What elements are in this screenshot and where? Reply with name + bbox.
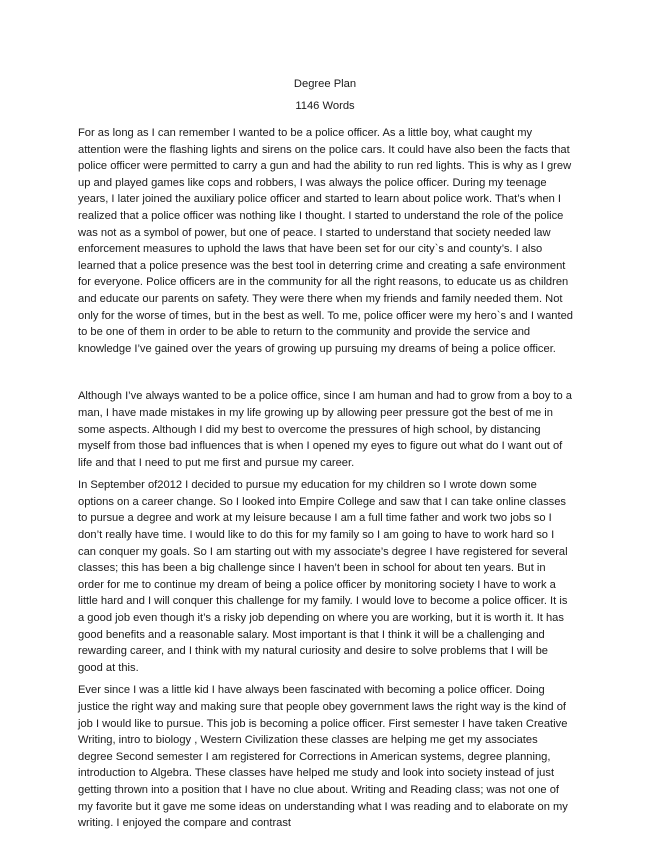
document-body xyxy=(78,125,574,832)
paragraph: Ever since I was a little kid I have always been fascinated with becoming a police officer. Doing justice the right way and making sure that people obey government laws the right way is the kind of job I would like to pursue. This job is becoming a police officer. First semester I have taken Creative Writing, intro to biology , Western Civilization these classes are helping me get my associates degree Second semester I am registered for Corrections in American systems, degree planning, introduction to Algebra. These classes have helped me study and look into society instead of just getting thrown into a position that I have no clue about. Writing and Reading class; was not one of my favorite but it gave me some ideas on understanding what I was reading and to elaborate on my writing. I enjoyed the compare and contrast xyxy=(78,684,568,830)
document-title: Degree Plan xyxy=(293,78,357,90)
paragraph: For as long as I can remember I wanted to be a police officer. As a little boy, what caught my attention were the flashing lights and sirens on the police cars. It could have also been the facts that police officer were permitted to carry a gun and had the ability to run red lights. This is why as I grew up and played games like cops and robbers, I was always the police officer. During my teenage years, I later joined the auxiliary police officer and started to learn about police work. That’s when I realized that a police officer was nothing like I thought. I started to understand the role of the police was not as a symbol of power, but one of peace. I started to understand that society needed law enforcement measures to uphold the laws that have been set for our city`s and county’s. I also learned that a police presence was the best tool in deterring crime and creating a safe environment for everyone. Police officers are in the community for all the right reasons, to educate us as children and educate our parents on safety. They were there when my friends and family needed them. Not only for the worse of times, but in the best as well. To me, police officer were my hero`s and I wanted to be one of them in order to be able to return to the community and provide the service and knowledge I’ve gained over the years of growing up pursuing my dreams of being a police officer. xyxy=(78,127,573,355)
paragraph: In September of2012 I decided to pursue my education for my children so I wrote down some options on a career change. So I looked into Empire College and saw that I can take online classes to pursue a degree and work at my leisure because I am a full time father and work two jobs so I don’t really have time. I would like to do this for my family so I am going to have to work hard so I can conquer my goals. So I am starting out with my associate’s degree I have registered for several classes; this has been a big challenge since I haven’t been in school for about ten years. But in order for me to continue my dream of being a police officer by monitoring society I have to work a little hard and I will conquer this challenge for my family. I would love to become a police officer. It is a good job even though it’s a risky job depending on where you are working, but it is worth it. It has good benefits and a reasonable salary. Most important is that I think it will be a challenging and rewarding career, and I think with my natural curiosity and desire to solve problems that I will be good at this. xyxy=(78,479,568,674)
paragraph: Although I’ve always wanted to be a police office, since I am human and had to grow from a boy to a man, I have made mistakes in my life growing up by allowing peer pressure got the best of me in some aspects. Although I did my best to overcome the pressures of high school, by distancing myself from those bad influences that is when I opened my eyes to figure out what do I want out of life and that I need to put me first and pursue my career. xyxy=(78,390,572,469)
word-count: 1146 Words xyxy=(295,100,355,112)
